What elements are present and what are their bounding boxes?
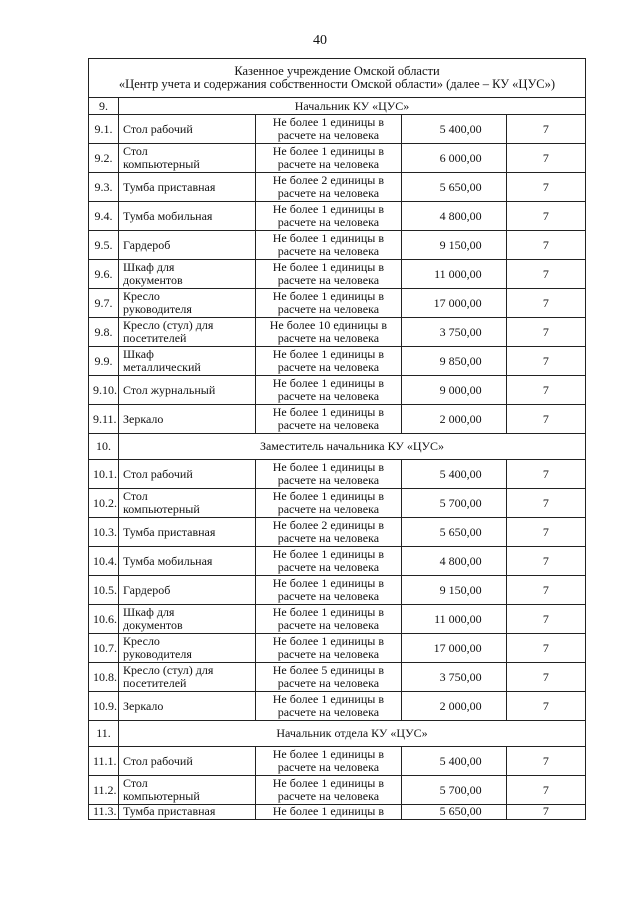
table-row: [89, 663, 586, 692]
item-quantity-norm: Не более 1 единицы в расчете на человека: [256, 289, 402, 318]
item-number: 10.7.: [89, 634, 119, 663]
table-row: [89, 231, 586, 260]
table-row: [89, 805, 586, 820]
item-number: 9.5.: [89, 231, 119, 260]
item-name: Шкаф металлический: [118, 347, 255, 376]
table-row: [89, 518, 586, 547]
item-service-years: 7: [506, 489, 585, 518]
item-price: 5 700,00: [401, 776, 506, 805]
item-name: Тумба мобильная: [118, 202, 255, 231]
item-service-years: 7: [506, 605, 585, 634]
item-service-years: 7: [506, 634, 585, 663]
item-name: Гардероб: [118, 231, 255, 260]
item-quantity-norm: Не более 1 единицы в расчете на человека: [256, 347, 402, 376]
item-number: 9.3.: [89, 173, 119, 202]
item-quantity-norm: Не более 1 единицы в расчете на человека: [256, 776, 402, 805]
item-name: Тумба приставная: [118, 805, 255, 820]
item-quantity-norm: Не более 2 единицы в расчете на человека: [256, 173, 402, 202]
item-price: 9 150,00: [401, 231, 506, 260]
table-row: [89, 576, 586, 605]
item-number: 10.2.: [89, 489, 119, 518]
item-number: 10.1.: [89, 460, 119, 489]
table-row: [89, 747, 586, 776]
item-name: Кресло (стул) для посетителей: [118, 663, 255, 692]
item-quantity-norm: Не более 5 единицы в расчете на человека: [256, 663, 402, 692]
item-name: Кресло руководителя: [118, 289, 255, 318]
table-row: [89, 460, 586, 489]
item-quantity-norm: Не более 2 единицы в расчете на человека: [256, 518, 402, 547]
item-quantity-norm: Не более 1 единицы в расчете на человека: [256, 260, 402, 289]
item-service-years: 7: [506, 144, 585, 173]
item-number: 9.1.: [89, 115, 119, 144]
institution-name-line2: «Центр учета и содержания собственности Омской области» (далее – КУ «ЦУС»): [118, 77, 556, 91]
item-price: 5 400,00: [401, 460, 506, 489]
item-service-years: 7: [506, 576, 585, 605]
item-name: Стол компьютерный: [118, 776, 255, 805]
item-number: 9.4.: [89, 202, 119, 231]
item-service-years: 7: [506, 747, 585, 776]
item-name: Шкаф для документов: [118, 260, 255, 289]
item-price: 17 000,00: [401, 634, 506, 663]
item-number: 11.2.: [89, 776, 119, 805]
item-number: 10.8.: [89, 663, 119, 692]
item-price: 9 150,00: [401, 576, 506, 605]
item-service-years: 7: [506, 231, 585, 260]
item-name: Зеркало: [118, 692, 255, 721]
item-quantity-norm: Не более 1 единицы в расчете на человека: [256, 547, 402, 576]
item-price: 17 000,00: [401, 289, 506, 318]
item-name: Стол рабочий: [118, 460, 255, 489]
table-row: [89, 173, 586, 202]
item-number: 9.8.: [89, 318, 119, 347]
page-number: 40: [313, 33, 327, 48]
item-price: 3 750,00: [401, 318, 506, 347]
item-quantity-norm: Не более 1 единицы в расчете на человека: [256, 144, 402, 173]
table-row: [89, 376, 586, 405]
item-quantity-norm: Не более 1 единицы в расчете на человека: [256, 692, 402, 721]
item-service-years: 7: [506, 805, 585, 820]
item-number: 10.9.: [89, 692, 119, 721]
item-name: Зеркало: [118, 405, 255, 434]
table-row: [89, 202, 586, 231]
item-name: Стол рабочий: [118, 747, 255, 776]
item-service-years: 7: [506, 376, 585, 405]
item-price: 5 700,00: [401, 489, 506, 518]
item-service-years: 7: [506, 173, 585, 202]
item-number: 10.6.: [89, 605, 119, 634]
item-number: 11.3.: [89, 805, 119, 820]
item-quantity-norm: Не более 1 единицы в расчете на человека: [256, 376, 402, 405]
item-price: 9 850,00: [401, 347, 506, 376]
section-row: [89, 98, 586, 115]
table-row: [89, 547, 586, 576]
section-number: 10.: [89, 434, 119, 460]
item-number: 10.3.: [89, 518, 119, 547]
item-quantity-norm: Не более 1 единицы в расчете на человека: [256, 489, 402, 518]
section-row: [89, 434, 586, 460]
item-price: 6 000,00: [401, 144, 506, 173]
item-price: 4 800,00: [401, 547, 506, 576]
item-quantity-norm: Не более 10 единицы в расчете на человека: [256, 318, 402, 347]
institution-name-line1: Казенное учреждение Омской области: [234, 64, 440, 78]
table-row: [89, 347, 586, 376]
item-service-years: 7: [506, 289, 585, 318]
item-service-years: 7: [506, 776, 585, 805]
item-name: Кресло руководителя: [118, 634, 255, 663]
table-row: [89, 634, 586, 663]
item-service-years: 7: [506, 405, 585, 434]
institution-header-row: [89, 59, 586, 98]
item-price: 2 000,00: [401, 692, 506, 721]
item-service-years: 7: [506, 115, 585, 144]
section-title: Начальник отдела КУ «ЦУС»: [118, 721, 585, 747]
item-name: Стол рабочий: [118, 115, 255, 144]
table-row: [89, 776, 586, 805]
item-number: 11.1.: [89, 747, 119, 776]
item-number: 9.2.: [89, 144, 119, 173]
item-service-years: 7: [506, 460, 585, 489]
item-quantity-norm: Не более 1 единицы в расчете на человека: [256, 605, 402, 634]
item-service-years: 7: [506, 318, 585, 347]
table-row: [89, 289, 586, 318]
item-service-years: 7: [506, 260, 585, 289]
table-row: [89, 405, 586, 434]
section-title: Заместитель начальника КУ «ЦУС»: [118, 434, 585, 460]
item-quantity-norm: Не более 1 единицы в: [256, 805, 402, 820]
item-quantity-norm: Не более 1 единицы в расчете на человека: [256, 202, 402, 231]
furniture-norms-table: [88, 58, 586, 820]
table-row: [89, 692, 586, 721]
item-name: Тумба приставная: [118, 173, 255, 202]
item-quantity-norm: Не более 1 единицы в расчете на человека: [256, 634, 402, 663]
table-row: [89, 489, 586, 518]
item-service-years: 7: [506, 547, 585, 576]
item-price: 9 000,00: [401, 376, 506, 405]
item-price: 4 800,00: [401, 202, 506, 231]
item-price: 5 650,00: [401, 173, 506, 202]
section-number: 11.: [89, 721, 119, 747]
item-name: Стол компьютерный: [118, 144, 255, 173]
item-price: 2 000,00: [401, 405, 506, 434]
item-number: 10.5.: [89, 576, 119, 605]
item-name: Стол компьютерный: [118, 489, 255, 518]
item-price: 5 400,00: [401, 747, 506, 776]
item-name: Гардероб: [118, 576, 255, 605]
item-name: Кресло (стул) для посетителей: [118, 318, 255, 347]
table-row: [89, 318, 586, 347]
item-quantity-norm: Не более 1 единицы в расчете на человека: [256, 115, 402, 144]
item-service-years: 7: [506, 347, 585, 376]
item-service-years: 7: [506, 518, 585, 547]
item-number: 10.4.: [89, 547, 119, 576]
item-name: Тумба приставная: [118, 518, 255, 547]
item-service-years: 7: [506, 692, 585, 721]
item-quantity-norm: Не более 1 единицы в расчете на человека: [256, 460, 402, 489]
item-number: 9.9.: [89, 347, 119, 376]
table-body: [89, 59, 586, 820]
item-quantity-norm: Не более 1 единицы в расчете на человека: [256, 747, 402, 776]
table-row: [89, 144, 586, 173]
item-price: 11 000,00: [401, 260, 506, 289]
section-title: Начальник КУ «ЦУС»: [118, 98, 585, 115]
item-service-years: 7: [506, 663, 585, 692]
item-price: 11 000,00: [401, 605, 506, 634]
item-number: 9.10.: [89, 376, 119, 405]
item-name: Шкаф для документов: [118, 605, 255, 634]
institution-header-cell: [89, 59, 586, 98]
item-price: 5 650,00: [401, 805, 506, 820]
item-name: Тумба мобильная: [118, 547, 255, 576]
item-quantity-norm: Не более 1 единицы в расчете на человека: [256, 405, 402, 434]
item-quantity-norm: Не более 1 единицы в расчете на человека: [256, 576, 402, 605]
item-service-years: 7: [506, 202, 585, 231]
item-number: 9.6.: [89, 260, 119, 289]
item-price: 5 650,00: [401, 518, 506, 547]
item-number: 9.7.: [89, 289, 119, 318]
item-quantity-norm: Не более 1 единицы в расчете на человека: [256, 231, 402, 260]
section-row: [89, 721, 586, 747]
table-row: [89, 260, 586, 289]
item-price: 5 400,00: [401, 115, 506, 144]
table-row: [89, 115, 586, 144]
item-name: Стол журнальный: [118, 376, 255, 405]
item-number: 9.11.: [89, 405, 119, 434]
table-row: [89, 605, 586, 634]
item-price: 3 750,00: [401, 663, 506, 692]
section-number: 9.: [89, 98, 119, 115]
